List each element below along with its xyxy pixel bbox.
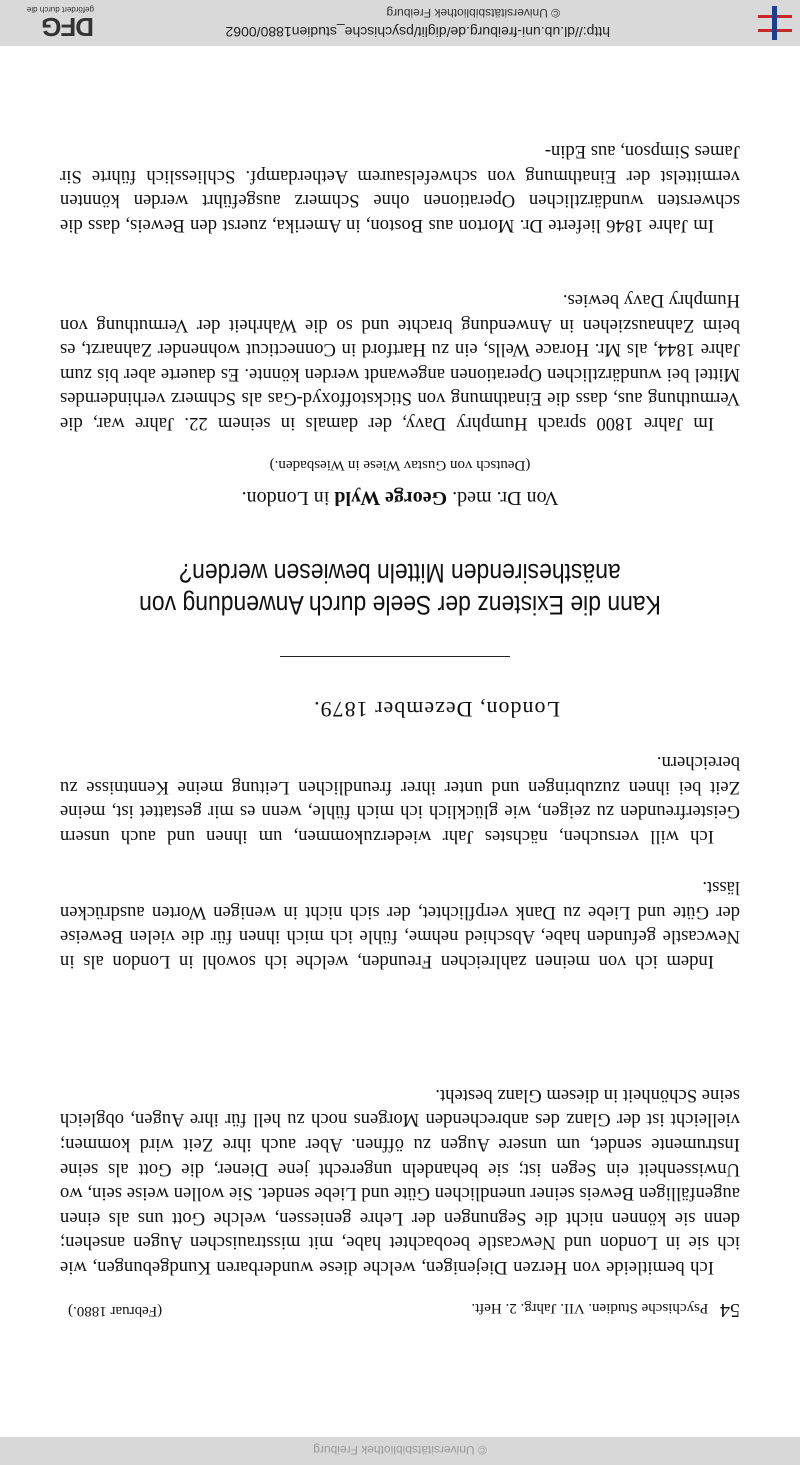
page-number: 54 [720,1299,740,1321]
section-divider [280,656,510,657]
paragraph-2: Indem ich von meinen zahlreichen Freunden, welche ich sowohl in London als in Newcastle gefunden habe, Abschied nehme, fühle ich mich ihnen für die vielen Beweise der Güte und Liebe zu Dank verpflichtet, der sich nicht in wenigen Worten ausdrücken lässt. [60,877,740,972]
issue-date: (Februar 1880.) [68,1303,163,1319]
university-logo-icon[interactable] [758,4,792,42]
paragraph-1: Ich bemitleide von Herzen Diejenigen, welche diese wunderbaren Kundgebungen, wie ich sie in London und Newcastle beobachtet habe, mit misstrauischen Augen ansehen; denn sie können nicht die Segnungen der Lehre geniessen, welche Gott uns als einen augenfälligen Beweis seiner unendlichen Güte und Liebe sendet. Sie wollen weise sein, wo Unwissenheit ein Segen ist; sie behandeln ungerecht jene Diener, die Gott als seine Instrumente sendet, um unsere Augen zu öffnen. Aber auch ihre Zeit wird kommen; vielleicht ist der Glanz des anbrechenden Morgens noch zu hell für ihre Augen, obgleich seine Schönheit in diesem Glanz besteht. [60,1084,740,1278]
letter-signature: London, Dezember 1879. [313,697,560,722]
viewer-bottom-bar [0,1437,800,1465]
paragraph-5: Im Jahre 1846 lieferte Dr. Morton aus Boston, in Amerika, zuerst den Beweis, dass die schwersten wundärztlichen Operationen ohne Schmerz ausgeführt werden könnten vermittelst der Einathmung von schwefelsaurem Aetherdampf. Schliesslich führte Sir James Simpson, aus Edin- [60,141,740,236]
translator-note: (Deutsch von Gustav Wiese in Wiesbaden.) [269,457,531,473]
byline-suffix: in London. [241,487,330,509]
dfg-logo-text: DFG [42,12,94,42]
paragraph-4: Im Jahre 1800 sprach Humphry Davy, der damals in seinem 22. Jahre war, die Vermuthung aus, dass die Einathmung von Stickstoffoxyd-Gas als Schmerz verhinderndes Mittel bei wundärztlichen Operationen angewandt werden könnte. Es dauerte aber bis zum Jahre 1844, als Mr. Horace Wells, ein zu Hartford in Connecticut wohnender Zahnarzt, es beim Zahnausziehen in Anwendung brachte und so die Wahrheit der Vermuthung von Humphry Davy bewies. [60,290,740,434]
paragraph-3: Ich will versuchen, nächstes Jahr wiederzukommen, um ihnen und auch unsern Geisterfreunden zu zeigen, wie glücklich ich mich fühle, wenn es mir gestattet ist, meine Zeit bei ihnen zuzubringen und unter ihrer freundlichen Leitung meine Kenntnisse zu bereichern. [60,752,740,847]
viewer-top-bar [0,0,800,46]
byline-prefix: Von Dr. med. [452,487,559,509]
author-name: George Wyld [334,487,448,509]
dfg-logo-subtitle: gefördert durch die [26,5,94,14]
logo-bar [772,6,777,40]
library-credit-faint: © Universitätsbibliothek Freiburg [313,1443,487,1457]
library-credit: © Universitätsbibliothek Freiburg [386,6,560,20]
journal-title: Psychische Studien. VII. Jahrg. 2. Heft. [471,1300,709,1316]
running-head [60,1298,740,1321]
article-title: Kann die Existenz der Seele durch Anwendung von anästhesirenden Mitteln bewiesen werden? [139,558,661,620]
article-byline [60,486,740,509]
page-url-link[interactable]: http://dl.ub.uni-freiburg.de/diglit/psychische_studien1880/0062 [225,24,610,40]
dfg-logo[interactable] [6,4,94,40]
